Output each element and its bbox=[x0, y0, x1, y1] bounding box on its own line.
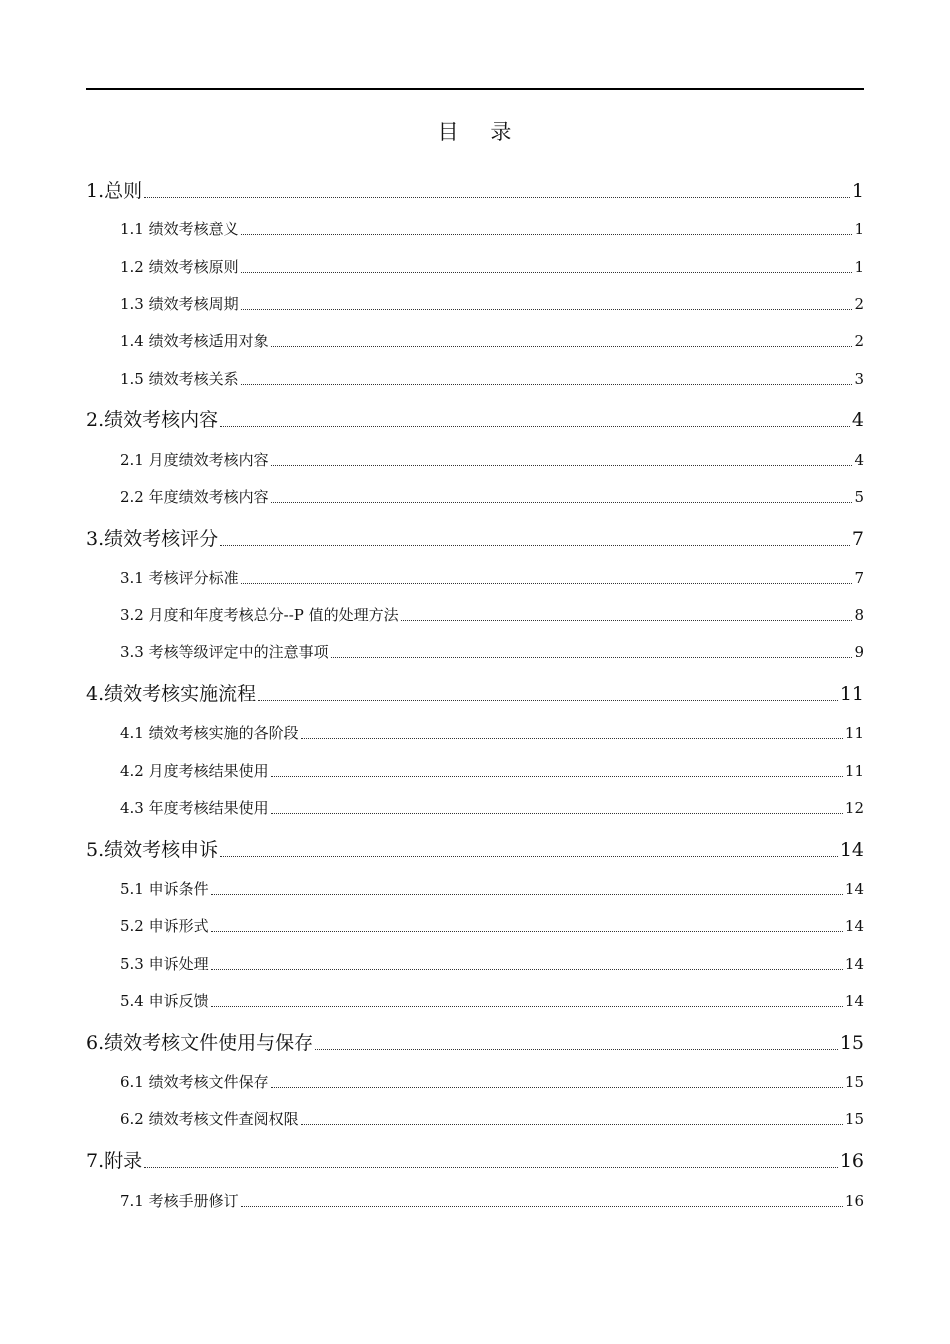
toc-chapter-entry[interactable] bbox=[86, 1028, 864, 1055]
toc-page-number: 1 bbox=[851, 180, 864, 202]
toc-dot-leader bbox=[271, 812, 843, 814]
toc-page-number: 1 bbox=[854, 220, 864, 238]
toc-dot-leader bbox=[211, 893, 843, 895]
toc-page-number: 15 bbox=[839, 1032, 864, 1054]
toc-page-number: 11 bbox=[844, 762, 864, 780]
toc-title: 目 录 bbox=[437, 120, 513, 144]
toc-entry-label: 4.1 绩效考核实施的各阶段 bbox=[120, 724, 299, 742]
toc-page-number: 8 bbox=[854, 606, 864, 624]
toc-entry-label: 1.2 绩效考核原则 bbox=[120, 258, 239, 276]
toc-entry-label: 1.总则 bbox=[86, 180, 143, 202]
toc-entry-label: 1.4 绩效考核适用对象 bbox=[120, 332, 269, 350]
toc-chapter-entry[interactable] bbox=[86, 1146, 864, 1173]
toc-entry-label: 3.3 考核等级评定中的注意事项 bbox=[120, 643, 329, 661]
toc-section-entry[interactable] bbox=[120, 1108, 864, 1129]
toc-dot-leader bbox=[211, 1005, 843, 1007]
toc-dot-leader bbox=[211, 968, 843, 970]
toc-entry-label: 6.1 绩效考核文件保存 bbox=[120, 1073, 269, 1091]
toc-entry-label: 5.2 申诉形式 bbox=[120, 917, 209, 935]
toc-page-number: 9 bbox=[854, 643, 864, 661]
toc-section-entry[interactable] bbox=[120, 567, 864, 588]
toc-page-number: 11 bbox=[844, 724, 864, 742]
toc-dot-leader bbox=[401, 619, 853, 621]
toc-chapter-entry[interactable] bbox=[86, 679, 864, 706]
toc-page-number: 14 bbox=[844, 880, 864, 898]
toc-dot-leader bbox=[220, 425, 850, 427]
toc-entry-label: 4.绩效考核实施流程 bbox=[86, 683, 257, 705]
toc-entry-label: 4.3 年度考核结果使用 bbox=[120, 799, 269, 817]
toc-dot-leader bbox=[271, 1086, 843, 1088]
toc-page-number: 2 bbox=[854, 295, 864, 313]
toc-chapter-entry[interactable] bbox=[86, 835, 864, 862]
toc-section-entry[interactable] bbox=[120, 878, 864, 899]
toc-page-number: 3 bbox=[854, 370, 864, 388]
toc-dot-leader bbox=[241, 308, 853, 310]
toc-entry-label: 7.1 考核手册修订 bbox=[120, 1192, 239, 1210]
toc-dot-leader bbox=[144, 1166, 838, 1168]
toc-section-entry[interactable] bbox=[120, 1190, 864, 1211]
toc-entry-label: 2.2 年度绩效考核内容 bbox=[120, 488, 269, 506]
toc-entry-label: 5.1 申诉条件 bbox=[120, 880, 209, 898]
toc-dot-leader bbox=[241, 1205, 843, 1207]
toc-section-entry[interactable] bbox=[120, 449, 864, 470]
toc-entry-label: 1.5 绩效考核关系 bbox=[120, 370, 239, 388]
toc-section-entry[interactable] bbox=[120, 293, 864, 314]
header-rule bbox=[86, 88, 864, 90]
toc-entry-label: 5.3 申诉处理 bbox=[120, 955, 209, 973]
toc-section-entry[interactable] bbox=[120, 604, 864, 625]
toc-dot-leader bbox=[241, 233, 853, 235]
toc-chapter-entry[interactable] bbox=[86, 524, 864, 551]
toc-page-number: 15 bbox=[844, 1073, 864, 1091]
toc-section-entry[interactable] bbox=[120, 330, 864, 351]
toc-entry-label: 7.附录 bbox=[86, 1150, 143, 1172]
toc-dot-leader bbox=[220, 544, 850, 546]
toc-entry-label: 3.1 考核评分标准 bbox=[120, 569, 239, 587]
toc-dot-leader bbox=[258, 699, 838, 701]
toc-entry-label: 1.1 绩效考核意义 bbox=[120, 220, 239, 238]
toc-entry-label: 4.2 月度考核结果使用 bbox=[120, 762, 269, 780]
toc-section-entry[interactable] bbox=[120, 256, 864, 277]
toc-page-number: 14 bbox=[844, 992, 864, 1010]
toc-dot-leader bbox=[241, 271, 853, 273]
toc-page-number: 11 bbox=[839, 683, 864, 705]
toc-page-number: 16 bbox=[844, 1192, 864, 1210]
toc-page-number: 7 bbox=[851, 528, 864, 550]
toc-section-entry[interactable] bbox=[120, 486, 864, 507]
toc-dot-leader bbox=[301, 1123, 843, 1125]
toc-entry-label: 1.3 绩效考核周期 bbox=[120, 295, 239, 313]
toc-page-number: 4 bbox=[851, 409, 864, 431]
toc-page-number: 5 bbox=[854, 488, 864, 506]
toc-dot-leader bbox=[271, 345, 853, 347]
toc-page-number: 1 bbox=[854, 258, 864, 276]
toc-dot-leader bbox=[271, 464, 853, 466]
toc-dot-leader bbox=[301, 737, 843, 739]
toc-section-entry[interactable] bbox=[120, 722, 864, 743]
toc-entry-label: 6.2 绩效考核文件查阅权限 bbox=[120, 1110, 299, 1128]
toc-section-entry[interactable] bbox=[120, 641, 864, 662]
toc-section-entry[interactable] bbox=[120, 218, 864, 239]
toc-section-entry[interactable] bbox=[120, 953, 864, 974]
toc-section-entry[interactable] bbox=[120, 368, 864, 389]
toc-entry-label: 5.4 申诉反馈 bbox=[120, 992, 209, 1010]
toc-page-number: 7 bbox=[854, 569, 864, 587]
toc-dot-leader bbox=[144, 196, 850, 198]
toc-page-number: 16 bbox=[839, 1150, 864, 1172]
toc-dot-leader bbox=[211, 930, 843, 932]
toc-dot-leader bbox=[315, 1048, 838, 1050]
toc-dot-leader bbox=[331, 656, 853, 658]
toc-page-number: 15 bbox=[844, 1110, 864, 1128]
toc-page-number: 2 bbox=[854, 332, 864, 350]
toc-page-number: 14 bbox=[844, 955, 864, 973]
toc-dot-leader bbox=[271, 501, 853, 503]
toc-page-number: 4 bbox=[854, 451, 864, 469]
toc-dot-leader bbox=[241, 582, 853, 584]
toc-entry-label: 5.绩效考核申诉 bbox=[86, 839, 219, 861]
toc-section-entry[interactable] bbox=[120, 797, 864, 818]
toc-section-entry[interactable] bbox=[120, 760, 864, 781]
toc-entry-label: 3.2 月度和年度考核总分--P 值的处理方法 bbox=[120, 606, 399, 624]
toc-page-number: 14 bbox=[839, 839, 864, 861]
toc-chapter-entry[interactable] bbox=[86, 405, 864, 432]
toc-section-entry[interactable] bbox=[120, 1071, 864, 1092]
toc-dot-leader bbox=[241, 383, 853, 385]
toc-section-entry[interactable] bbox=[120, 915, 864, 936]
toc-entry-label: 2.绩效考核内容 bbox=[86, 409, 219, 431]
toc-entry-label: 3.绩效考核评分 bbox=[86, 528, 219, 550]
toc-entry-label: 2.1 月度绩效考核内容 bbox=[120, 451, 269, 469]
toc-page-number: 14 bbox=[844, 917, 864, 935]
toc-chapter-entry[interactable] bbox=[86, 176, 864, 203]
toc-section-entry[interactable] bbox=[120, 990, 864, 1011]
toc-dot-leader bbox=[271, 775, 843, 777]
toc-dot-leader bbox=[220, 855, 838, 857]
toc-page-number: 12 bbox=[844, 799, 864, 817]
toc-entry-label: 6.绩效考核文件使用与保存 bbox=[86, 1032, 314, 1054]
